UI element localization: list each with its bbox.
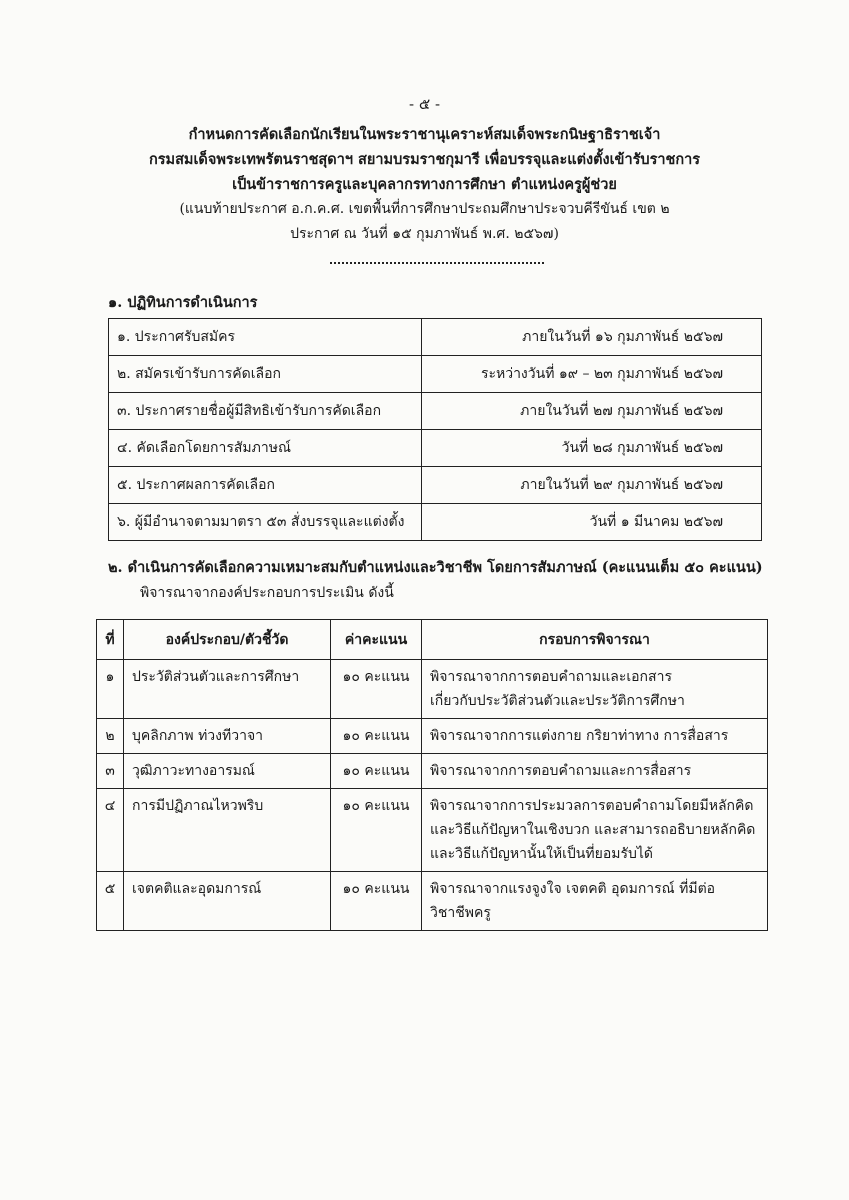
- frame-line: พิจารณาจากแรงจูงใจ เจตคติ อุดมการณ์ ที่มีต่อ: [430, 881, 716, 897]
- section2-subtitle: พิจารณาจากองค์ประกอบการประเมิน ดังนี้: [140, 585, 394, 601]
- table-row: [97, 789, 768, 872]
- table-row: [97, 660, 768, 719]
- row-no: ๓: [97, 754, 124, 789]
- schedule-step: ๒. สมัครเข้ารับการคัดเลือก: [109, 356, 422, 393]
- schedule-date: วันที่ ๒๘ กุมภาพันธ์ ๒๕๖๗: [421, 430, 761, 467]
- table-row: [109, 319, 762, 356]
- schedule-step: ๔. คัดเลือกโดยการสัมภาษณ์: [109, 430, 422, 467]
- frame-line: และวิธีแก้ปัญหาในเชิงบวก และสามารถอธิบายหลักคิด: [430, 822, 756, 838]
- frame-line: วิชาชีพครู: [430, 905, 491, 921]
- table-row: [109, 356, 762, 393]
- header-frame: กรอบการพิจารณา: [422, 620, 768, 660]
- frame-line: เกี่ยวกับประวัติส่วนตัวและประวัติการศึกษา: [430, 693, 685, 709]
- schedule-date: วันที่ ๑ มีนาคม ๒๕๖๗: [421, 504, 761, 541]
- frame-line: พิจารณาจากการประมวลการตอบคำถามโดยมีหลักคิด: [430, 798, 754, 814]
- schedule-date: ภายในวันที่ ๒๙ กุมภาพันธ์ ๒๕๖๗: [421, 467, 761, 504]
- schedule-date: ระหว่างวันที่ ๑๙ – ๒๓ กุมภาพันธ์ ๒๕๖๗: [421, 356, 761, 393]
- table-header-row: [97, 620, 768, 660]
- schedule-step: ๕. ประกาศผลการคัดเลือก: [109, 467, 422, 504]
- table-row: [97, 872, 768, 931]
- schedule-step: ๑. ประกาศรับสมัคร: [109, 319, 422, 356]
- table-row: [97, 719, 768, 754]
- schedule-date: ภายในวันที่ ๑๖ กุมภาพันธ์ ๒๕๖๗: [421, 319, 761, 356]
- row-no: ๑: [97, 660, 124, 719]
- row-score: ๑๐ คะแนน: [331, 719, 422, 754]
- table-row: [109, 504, 762, 541]
- schedule-step: ๖. ผู้มีอำนาจตามมาตรา ๕๓ สั่งบรรจุและแต่งตั้ง: [109, 504, 422, 541]
- schedule-date: ภายในวันที่ ๒๗ กุมภาพันธ์ ๒๕๖๗: [421, 393, 761, 430]
- row-frame: [422, 789, 768, 872]
- row-component: การมีปฏิภาณไหวพริบ: [124, 789, 331, 872]
- schedule-step: ๓. ประกาศรายชื่อผู้มีสิทธิเข้ารับการคัดเลือก: [109, 393, 422, 430]
- row-frame: [422, 754, 768, 789]
- header-component: องค์ประกอบ/ตัวชี้วัด: [124, 620, 331, 660]
- heading-line-2: กรมสมเด็จพระเทพรัตนราชสุดาฯ สยามบรมราชกุมารี เพื่อบรรจุและแต่งตั้งเข้ารับราชการ: [148, 151, 701, 168]
- row-no: ๔: [97, 789, 124, 872]
- table-row: [109, 467, 762, 504]
- document-heading: [40, 122, 809, 247]
- frame-line: และวิธีแก้ปัญหานั้นให้เป็นที่ยอมรับได้: [430, 846, 653, 862]
- page-number: - ๕ -: [408, 95, 441, 113]
- row-score: ๑๐ คะแนน: [331, 754, 422, 789]
- row-score: ๑๐ คะแนน: [331, 872, 422, 931]
- table-row: [97, 754, 768, 789]
- row-component: เจตคติและอุดมการณ์: [124, 872, 331, 931]
- dotted-divider: [330, 262, 544, 264]
- frame-line: พิจารณาจากการตอบคำถามและการสื่อสาร: [430, 763, 692, 779]
- header-no: ที่: [97, 620, 124, 660]
- row-frame: [422, 872, 768, 931]
- frame-line: พิจารณาจากการตอบคำถามและเอกสาร: [430, 669, 672, 685]
- row-no: ๒: [97, 719, 124, 754]
- heading-line-5: ประกาศ ณ วันที่ ๑๕ กุมภาพันธ์ พ.ศ. ๒๕๖๗): [290, 226, 559, 242]
- heading-line-1: กำหนดการคัดเลือกนักเรียนในพระราชานุเคราะห์สมเด็จพระกนิษฐาธิราชเจ้า: [188, 126, 661, 143]
- frame-line: พิจารณาจากการแต่งกาย กริยาท่าทาง การสื่อสาร: [430, 728, 729, 744]
- section1-title: ๑. ปฏิทินการดำเนินการ: [108, 294, 258, 311]
- row-component: บุคลิกภาพ ท่วงทีวาจา: [124, 719, 331, 754]
- row-component: วุฒิภาวะทางอารมณ์: [124, 754, 331, 789]
- row-score: ๑๐ คะแนน: [331, 660, 422, 719]
- table-row: [109, 430, 762, 467]
- row-score: ๑๐ คะแนน: [331, 789, 422, 872]
- heading-line-3: เป็นข้าราชการครูและบุคลากรทางการศึกษา ตำแหน่งครูผู้ช่วย: [232, 176, 617, 193]
- table-row: [109, 393, 762, 430]
- row-frame: [422, 719, 768, 754]
- row-frame: [422, 660, 768, 719]
- evaluation-table: [96, 619, 768, 931]
- schedule-table: [108, 318, 762, 541]
- row-component: ประวัติส่วนตัวและการศึกษา: [124, 660, 331, 719]
- section2-title: ๒. ดำเนินการคัดเลือกความเหมาะสมกับตำแหน่งและวิชาชีพ โดยการสัมภาษณ์ (คะแนนเต็ม ๕๐ คะแนน): [108, 559, 763, 576]
- row-no: ๕: [97, 872, 124, 931]
- header-score: ค่าคะแนน: [331, 620, 422, 660]
- heading-line-4: (แนบท้ายประกาศ อ.ก.ค.ศ. เขตพื้นที่การศึกษาประถมศึกษาประจวบคีรีขันธ์ เขต ๒: [179, 201, 670, 217]
